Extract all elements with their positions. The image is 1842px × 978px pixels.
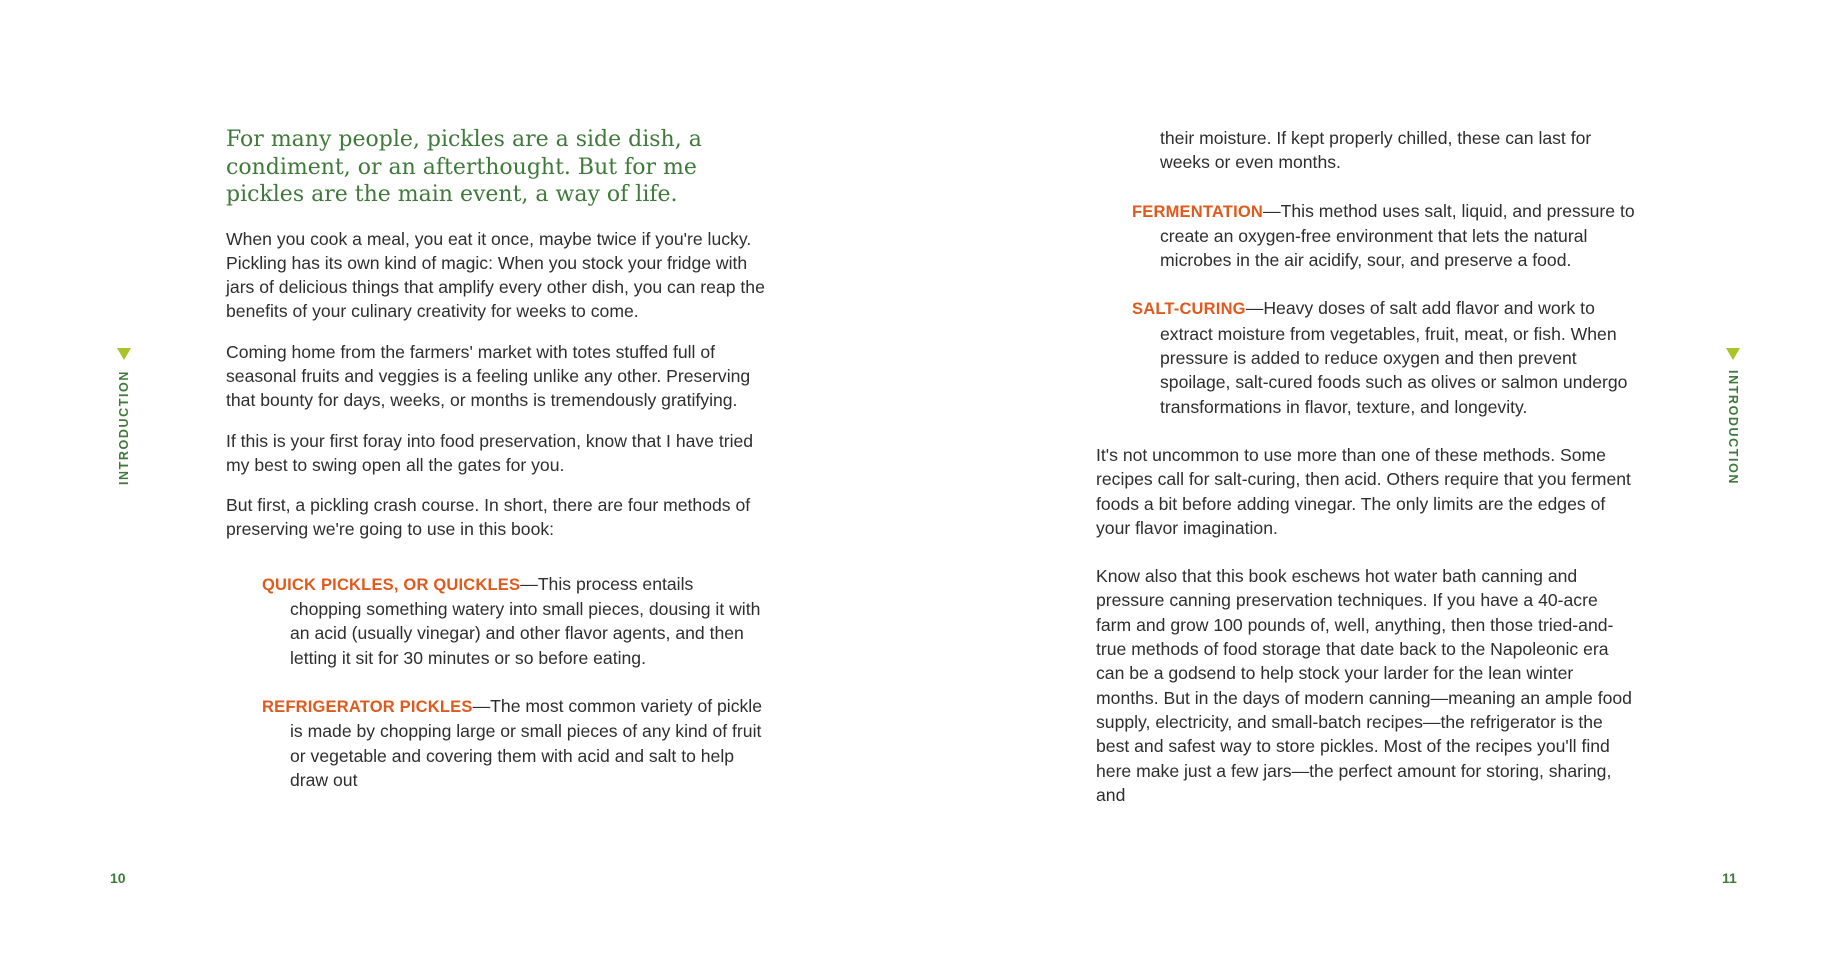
triangle-marker-icon <box>117 348 131 360</box>
method-text: —The most common variety of pickle is made by chopping large or small pieces of any kind of fruit or vegetable and covering them with acid and salt to help draw out <box>290 695 762 790</box>
method-item <box>1132 199 1636 273</box>
paragraph: If this is your first foray into food preservation, know that I have tried my best to swing open all the gates for you. <box>226 430 754 475</box>
method-text: —Heavy doses of salt add flavor and work to extract moisture from vegetables, fruit, meat, or fish. When pressure is added to reduce oxygen and then prevent spoilage, salt-cured foods such as olives or salmon undergo transformations in flavor, texture, and longevity. <box>1160 298 1628 417</box>
page-number: 10 <box>110 870 126 886</box>
page-number: 11 <box>1722 870 1737 886</box>
method-item <box>1132 296 1636 418</box>
method-term: SALT-CURING <box>1132 300 1246 319</box>
triangle-marker-icon <box>1726 348 1740 360</box>
right-side-tab <box>1721 348 1745 485</box>
side-section-label: INTRODUCTION <box>117 370 131 486</box>
intro-heading: For many people, pickles are a side dish, a condiment, or an afterthought. But for me pickles are the main event, a way of life. <box>226 127 702 207</box>
method-item <box>262 694 766 792</box>
method-item <box>262 572 766 670</box>
right-page-body <box>1096 126 1636 823</box>
side-section-label: INTRODUCTION <box>1726 370 1740 486</box>
paragraph: Know also that this book eschews hot water bath canning and pressure canning preservation techniques. If you have a 40-acre farm and grow 100 pounds of, well, anything, then those tried-and-true methods of food storage that date back to the Napoleonic era can be a godsend to help stock your larder for the lean winter months. But in the days of modern canning—meaning an ample food supply, electricity, and small-batch recipes—the refrigerator is the best and safest way to store pickles. Most of the recipes you'll find here make just a few jars—the perfect amount for storing, sharing, and <box>1096 566 1632 805</box>
method-continuation: their moisture. If kept properly chilled, these can last for weeks or even months. <box>1160 128 1592 173</box>
method-text: —This method uses salt, liquid, and pressure to create an oxygen-free environment that lets the natural microbes in the air acidify, sour, and preserve a food. <box>1160 200 1635 271</box>
paragraph: It's not uncommon to use more than one of these methods. Some recipes call for salt-curing, then acid. Others require that you ferment foods a bit before adding vinegar. The only limits are the edges of your flavor imagination. <box>1096 444 1631 538</box>
method-text: —This process entails chopping something watery into small pieces, dousing it with an acid (usually vinegar) and other flavor agents, and then letting it sit for 30 minutes or so before eating. <box>290 573 761 668</box>
left-side-tab <box>112 348 136 485</box>
paragraph: When you cook a meal, you eat it once, maybe twice if you're lucky. Pickling has its own kind of magic: When you stock your fridge with jars of delicious things that amplify every other dish, you can reap the benefits of your culinary creativity for weeks to come. <box>226 228 765 322</box>
method-term: QUICK PICKLES, OR QUICKLES <box>262 575 521 594</box>
method-term: FERMENTATION <box>1132 202 1264 221</box>
paragraph: Coming home from the farmers' market with totes stuffed full of seasonal fruits and veggies is a feeling unlike any other. Preserving that bounty for days, weeks, or months is tremendously gratifying. <box>226 341 751 411</box>
method-term: REFRIGERATOR PICKLES <box>262 697 473 716</box>
paragraph: But first, a pickling crash course. In short, there are four methods of preserving we're going to use in this book: <box>226 495 751 540</box>
left-page-body <box>226 126 766 816</box>
